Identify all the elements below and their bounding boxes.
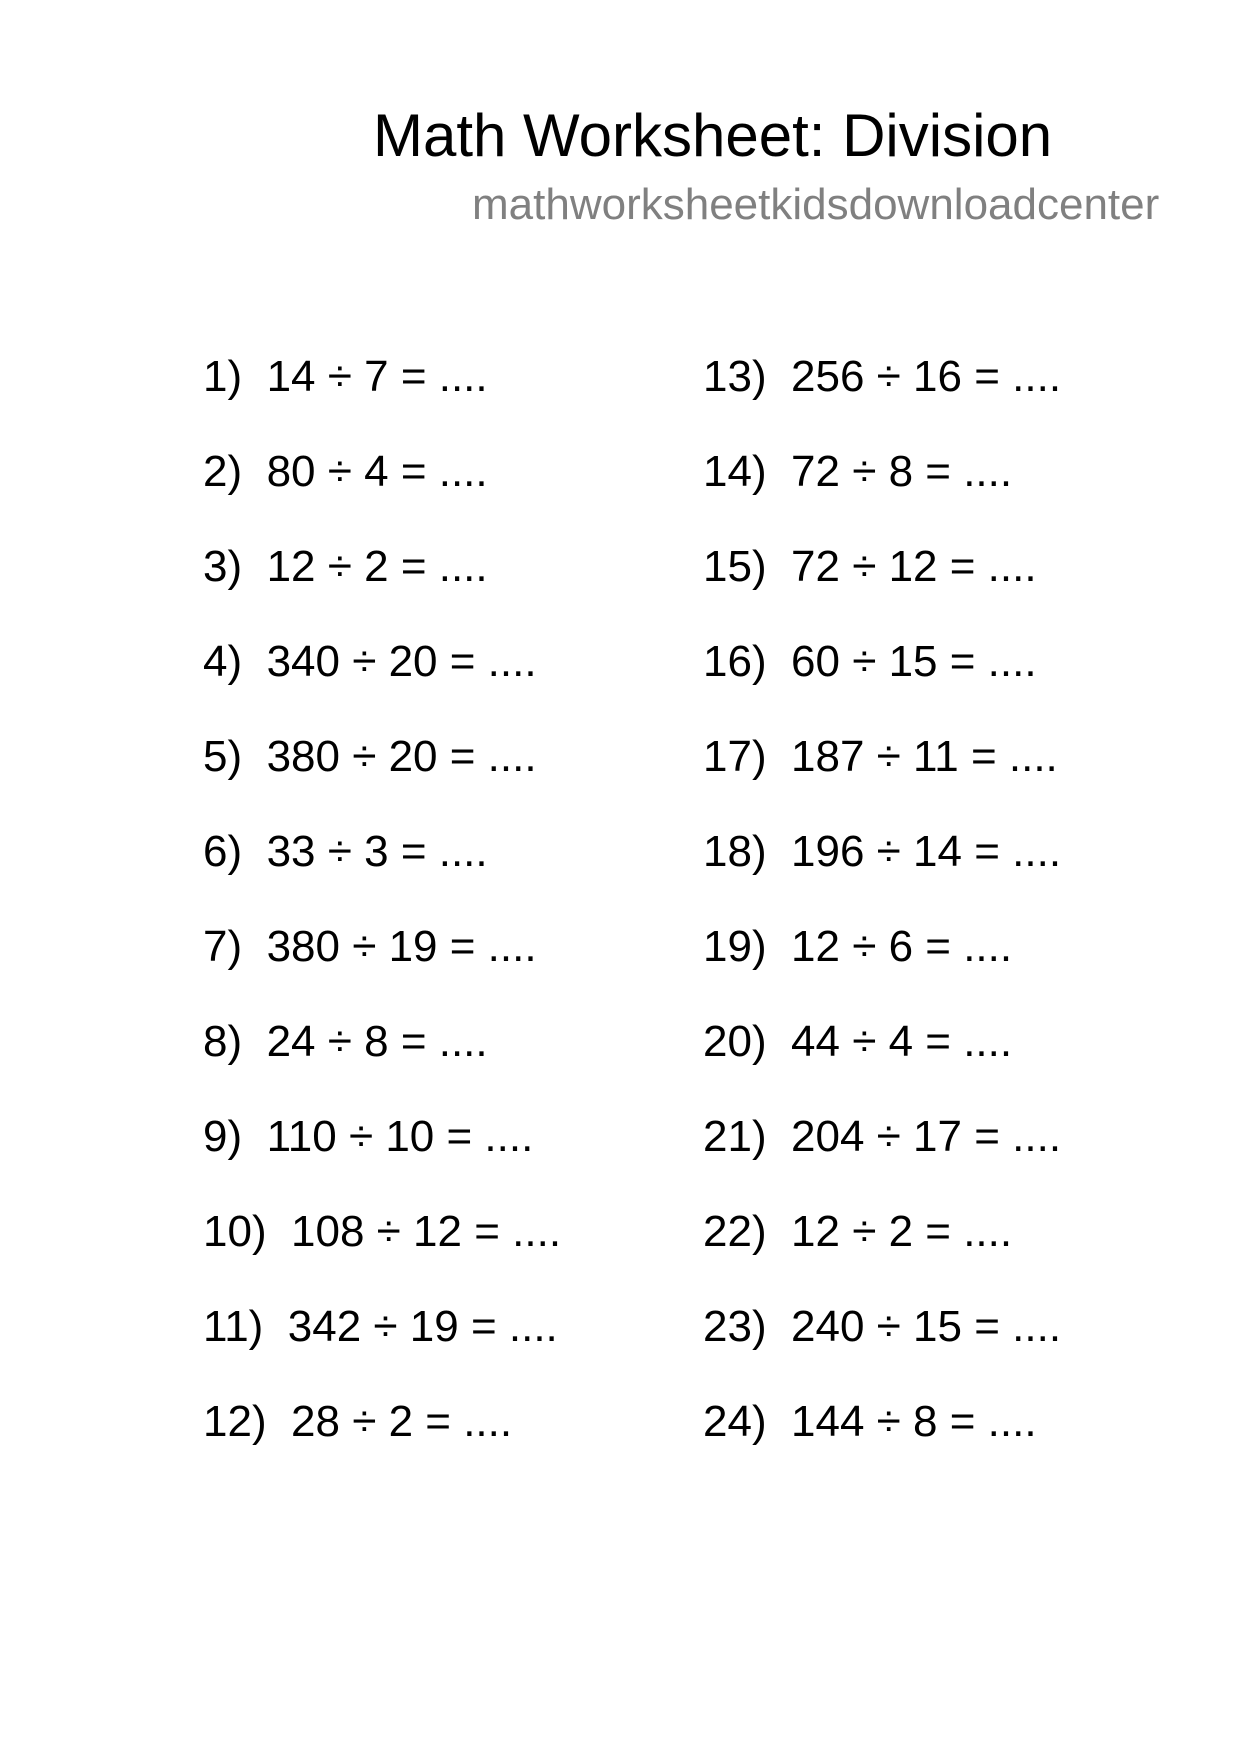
problem-expression: 12 ÷ 6 = .... xyxy=(791,922,1013,971)
problem-item xyxy=(203,827,561,922)
problems-column-right xyxy=(703,352,1061,1492)
problem-number: 5) xyxy=(203,732,243,781)
problem-expression: 110 ÷ 10 = .... xyxy=(266,1112,534,1161)
problem-item xyxy=(203,447,561,542)
problem-expression: 340 ÷ 20 = .... xyxy=(266,637,537,686)
problem-number: 7) xyxy=(203,922,243,971)
problem-item xyxy=(203,1207,561,1302)
problem-expression: 60 ÷ 15 = .... xyxy=(791,637,1037,686)
problem-expression: 144 ÷ 8 = .... xyxy=(791,1397,1037,1446)
problem-expression: 72 ÷ 12 = .... xyxy=(791,542,1037,591)
problem-item xyxy=(703,827,1061,922)
problem-expression: 256 ÷ 16 = .... xyxy=(791,352,1062,401)
problem-item xyxy=(203,1112,561,1207)
problem-item xyxy=(703,542,1061,637)
page-title: Math Worksheet: Division xyxy=(373,102,1053,169)
problem-item xyxy=(703,447,1061,542)
problem-expression: 14 ÷ 7 = .... xyxy=(266,352,488,401)
problem-item xyxy=(203,1397,561,1492)
problem-item xyxy=(203,732,561,827)
problem-number: 12) xyxy=(203,1397,267,1446)
problems-column-left xyxy=(203,352,561,1492)
problem-item xyxy=(703,352,1061,447)
problem-item xyxy=(703,1397,1061,1492)
problem-number: 2) xyxy=(203,447,243,496)
problem-item xyxy=(703,1017,1061,1112)
problem-item xyxy=(703,732,1061,827)
problem-expression: 33 ÷ 3 = .... xyxy=(266,827,488,876)
problem-expression: 108 ÷ 12 = .... xyxy=(291,1207,562,1256)
problem-number: 8) xyxy=(203,1017,243,1066)
problem-number: 16) xyxy=(703,637,767,686)
problem-number: 15) xyxy=(703,542,767,591)
problem-expression: 380 ÷ 19 = .... xyxy=(266,922,537,971)
problem-expression: 12 ÷ 2 = .... xyxy=(791,1207,1013,1256)
problem-number: 24) xyxy=(703,1397,767,1446)
problem-number: 1) xyxy=(203,352,243,401)
problem-number: 22) xyxy=(703,1207,767,1256)
problem-number: 9) xyxy=(203,1112,243,1161)
problem-number: 4) xyxy=(203,637,243,686)
problem-expression: 342 ÷ 19 = .... xyxy=(287,1302,558,1351)
problem-number: 17) xyxy=(703,732,767,781)
problem-item xyxy=(203,637,561,732)
problem-item xyxy=(203,542,561,637)
problem-item xyxy=(203,1017,561,1112)
problem-expression: 196 ÷ 14 = .... xyxy=(791,827,1062,876)
problem-item xyxy=(703,1302,1061,1397)
problem-item xyxy=(703,637,1061,732)
problem-number: 3) xyxy=(203,542,243,591)
problem-number: 21) xyxy=(703,1112,767,1161)
problem-expression: 204 ÷ 17 = .... xyxy=(791,1112,1062,1161)
problem-item xyxy=(703,1207,1061,1302)
problem-item xyxy=(203,922,561,1017)
problem-expression: 187 ÷ 11 = .... xyxy=(791,732,1058,781)
problem-number: 19) xyxy=(703,922,767,971)
problem-number: 20) xyxy=(703,1017,767,1066)
problem-item xyxy=(203,352,561,447)
problem-number: 10) xyxy=(203,1207,267,1256)
problem-expression: 72 ÷ 8 = .... xyxy=(791,447,1013,496)
problem-number: 14) xyxy=(703,447,767,496)
problem-item xyxy=(203,1302,561,1397)
problem-expression: 240 ÷ 15 = .... xyxy=(791,1302,1062,1351)
problem-number: 13) xyxy=(703,352,767,401)
problem-expression: 80 ÷ 4 = .... xyxy=(266,447,488,496)
problem-expression: 380 ÷ 20 = .... xyxy=(266,732,537,781)
problem-expression: 12 ÷ 2 = .... xyxy=(266,542,488,591)
site-name-subtitle: mathworksheetkidsdownloadcenter xyxy=(472,180,1160,229)
problem-number: 23) xyxy=(703,1302,767,1351)
problem-expression: 24 ÷ 8 = .... xyxy=(266,1017,488,1066)
problem-number: 11) xyxy=(203,1302,264,1351)
problem-expression: 28 ÷ 2 = .... xyxy=(291,1397,513,1446)
problem-number: 6) xyxy=(203,827,243,876)
problem-item xyxy=(703,922,1061,1017)
problem-item xyxy=(703,1112,1061,1207)
problem-number: 18) xyxy=(703,827,767,876)
problem-expression: 44 ÷ 4 = .... xyxy=(791,1017,1013,1066)
